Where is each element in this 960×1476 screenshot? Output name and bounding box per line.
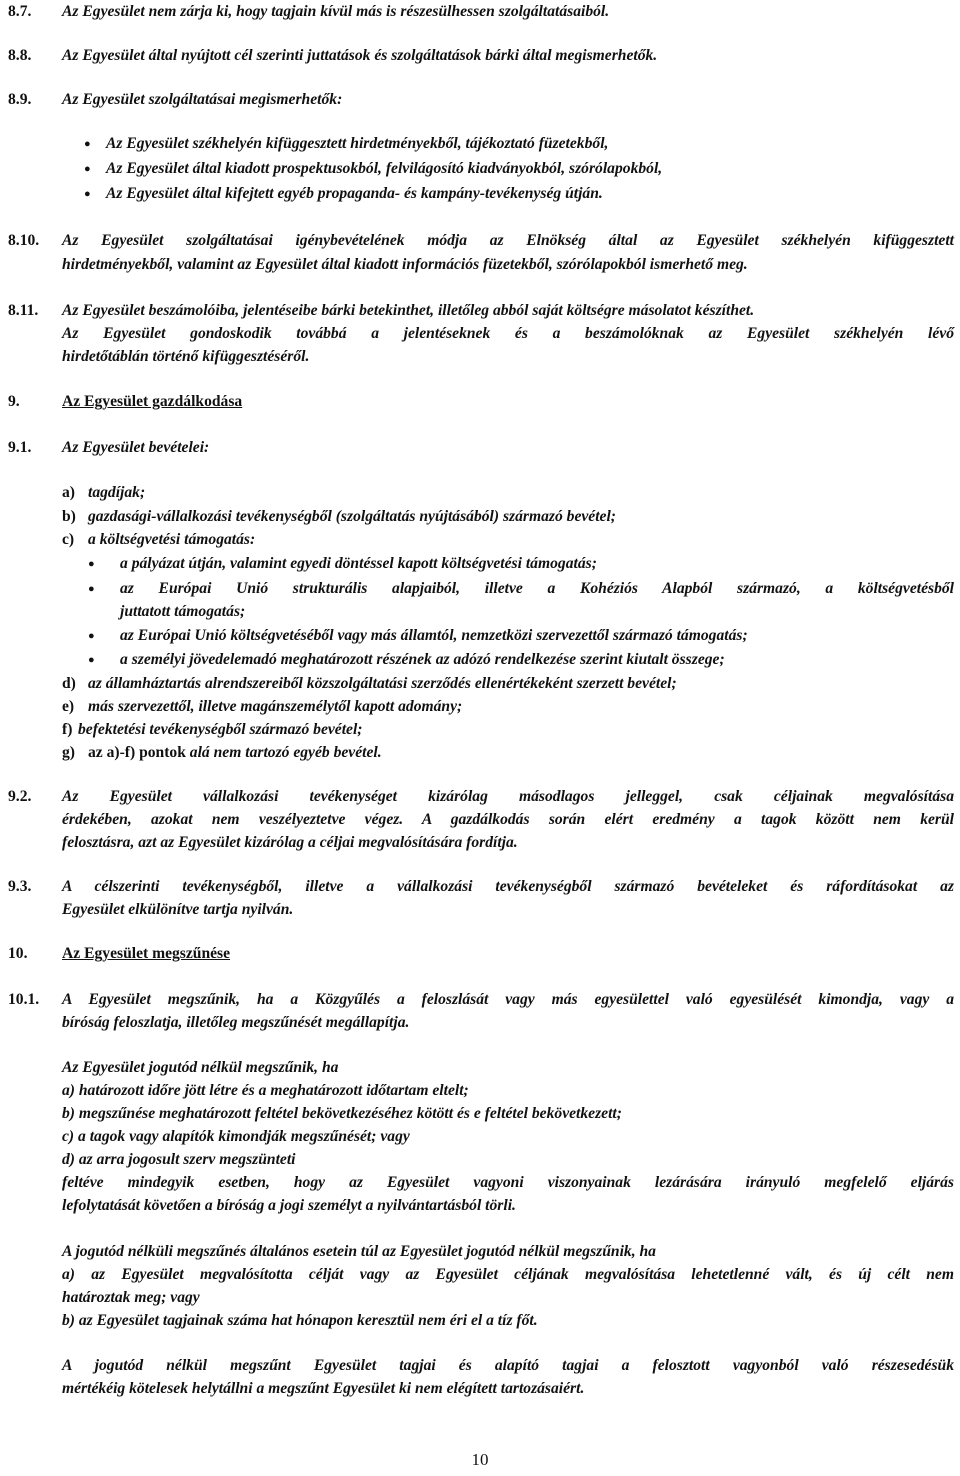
section-number-8-7: 8.7.	[8, 3, 32, 20]
section-9-3-line: A célszerinti tevékenységből, illetve a vállalkozási tevékenységből származó bevételeket és ráfordításokat az	[62, 878, 954, 895]
bullet-icon: ●	[88, 654, 95, 666]
section-8-10-line: hirdetményekből, valamint az Egyesület által kiadott információs füzetekből, szórólapokból ismerhető meg.	[62, 256, 748, 273]
list-item-text: az a)-f) pontok	[88, 744, 190, 761]
section-9-1-text: Az Egyesület bevételei:	[62, 439, 210, 456]
section-8-8-text: Az Egyesület által nyújtott cél szerinti juttatások és szolgáltatások bárki által megismerhetők.	[62, 47, 658, 64]
section-8-11-line: Az Egyesület gondoskodik továbbá a jelentéseknek és a beszámolóknak az Egyesület székhelyén lévő	[62, 325, 954, 342]
section-10-1-line: bíróság feloszlatja, illetőleg megszűnését megállapítja.	[62, 1014, 410, 1031]
list-item	[88, 743, 382, 763]
bullet-icon: ●	[84, 138, 91, 150]
list-item: Az Egyesület által kiadott prospektusokból, felvilágosító kiadványokból, szórólapokból,	[106, 160, 663, 177]
item-label: a)	[62, 484, 75, 501]
page-number: 10	[471, 1450, 489, 1469]
section-10-1-line: A Egyesület megszűnik, ha a Közgyűlés a feloszlását vagy más egyesülettel való egyesülését kimondja, vagy a	[62, 991, 954, 1008]
item-label: f)	[62, 721, 73, 738]
section-number-9-2: 9.2.	[8, 788, 32, 805]
paragraph-line: c) a tagok vagy alapítók kimondják megszűnését; vagy	[62, 1128, 410, 1145]
section-number-10: 10.	[8, 945, 28, 962]
paragraph-line: mértékéig kötelesek helytállni a megszűnt Egyesület ki nem elégített tartozásaiért.	[62, 1380, 585, 1397]
paragraph-line: A jogutód nélküli megszűnés általános esetein túl az Egyesület jogutód nélkül megszűnik, ha	[62, 1243, 656, 1260]
section-8-9-text: Az Egyesület szolgáltatásai megismerhetők:	[62, 91, 343, 108]
section-heading-10: Az Egyesület megszűnése	[62, 945, 231, 962]
bullet-icon: ●	[88, 558, 95, 570]
bullet-icon: ●	[84, 188, 91, 200]
paragraph-line: A jogutód nélkül megszűnt Egyesület tagjai és alapító tagjai a felosztott vagyonból való részesedésük	[62, 1357, 954, 1374]
paragraph-line: b) az Egyesület tagjainak száma hat hónapon keresztül nem éri el a tíz főt.	[62, 1312, 538, 1329]
paragraph-line: a) határozott időre jött létre és a meghatározott időtartam eltelt;	[62, 1082, 469, 1099]
list-item: a költségvetési támogatás:	[88, 531, 256, 548]
list-item: gazdasági-vállalkozási tevékenységből (szolgáltatás nyújtásából) származó bevétel;	[88, 508, 616, 525]
list-item: befektetési tevékenységből származó bevétel;	[78, 721, 363, 738]
section-heading-9: Az Egyesület gazdálkodása	[62, 393, 243, 410]
bullet-icon: ●	[88, 583, 95, 595]
list-item: a pályázat útján, valamint egyedi döntéssel kapott költségvetési támogatás;	[120, 555, 597, 572]
paragraph-line: feltéve mindegyik esetben, hogy az Egyesület vagyoni viszonyainak lezárására irányuló megfelelő eljárás	[62, 1174, 954, 1191]
section-number-8-11: 8.11.	[8, 302, 39, 319]
section-number-9-1: 9.1.	[8, 439, 32, 456]
paragraph-line: Az Egyesület jogutód nélkül megszűnik, ha	[62, 1059, 339, 1076]
section-8-7-text: Az Egyesület nem zárja ki, hogy tagjain kívül más is részesülhessen szolgáltatásaiból.	[62, 3, 610, 20]
list-item: tagdíjak;	[88, 484, 146, 501]
section-9-3-line: Egyesület elkülönítve tartja nyilván.	[62, 901, 294, 918]
list-item-continuation: juttatott támogatás;	[120, 603, 246, 620]
section-number-8-10: 8.10.	[8, 232, 40, 249]
item-label: d)	[62, 675, 76, 692]
item-label: c)	[62, 531, 75, 548]
list-item: az államháztartás alrendszereiből közszolgáltatási szerződés ellenértékeként szerzett bevétel;	[88, 675, 677, 692]
section-number-9: 9.	[8, 393, 20, 410]
list-item-text: alá nem tartozó egyéb bevétel.	[189, 744, 382, 761]
section-8-10-line: Az Egyesület szolgáltatásai igénybevételének módja az Elnökség által az Egyesület székhelyén kifüggesztett	[62, 232, 954, 249]
bullet-icon: ●	[88, 630, 95, 642]
section-number-8-8: 8.8.	[8, 47, 32, 64]
paragraph-line: határoztak meg; vagy	[62, 1289, 200, 1306]
item-label: e)	[62, 698, 75, 715]
list-item: más szervezettől, illetve magánszemélytől kapott adomány;	[88, 698, 463, 715]
section-number-8-9: 8.9.	[8, 91, 32, 108]
section-8-11-line: hirdetőtáblán történő kifüggesztéséről.	[62, 348, 310, 365]
section-number-10-1: 10.1.	[8, 991, 40, 1008]
section-9-2-line: felosztásra, azt az Egyesület kizárólag a céljai megvalósítására fordítja.	[62, 834, 518, 851]
section-number-9-3: 9.3.	[8, 878, 32, 895]
item-label: g)	[62, 744, 75, 761]
list-item: Az Egyesület székhelyén kifüggesztett hirdetményekből, tájékoztató füzetekből,	[106, 135, 609, 152]
section-9-2-line: érdekében, azokat nem veszélyeztetve végez. A gazdálkodás során elért eredmény a tagok között nem kerül	[62, 811, 954, 828]
bullet-icon: ●	[84, 163, 91, 175]
paragraph-line: a) az Egyesület megvalósította célját vagy az Egyesület céljának megvalósítása lehetetlenné vált, és új célt nem	[62, 1266, 954, 1283]
paragraph-line: b) megszűnése meghatározott feltétel bekövetkezéséhez kötött és e feltétel bekövetkezett;	[62, 1105, 622, 1122]
section-8-11-line: Az Egyesület beszámolóiba, jelentéseibe bárki betekinthet, illetőleg abból saját költségre másolatot készíthet.	[62, 302, 755, 319]
section-9-2-line: Az Egyesület vállalkozási tevékenységet kizárólag másodlagos jelleggel, csak céljainak megvalósítása	[62, 788, 954, 805]
paragraph-line: lefolytatását követően a bíróság a jogi személyt a nyilvántartásból törli.	[62, 1197, 516, 1214]
list-item: Az Egyesület által kifejtett egyéb propaganda- és kampány-tevékenység útján.	[106, 185, 603, 202]
list-item: az Európai Unió strukturális alapjaiból, illetve a Kohéziós Alapból származó, a költségvetésből	[120, 580, 954, 597]
item-label: b)	[62, 508, 76, 525]
list-item: az Európai Unió költségvetéséből vagy más államtól, nemzetközi szervezettől származó támogatás;	[120, 627, 748, 644]
paragraph-line: d) az arra jogosult szerv megszünteti	[62, 1151, 296, 1168]
list-item: a személyi jövedelemadó meghatározott részének az adózó rendelkezése szerint kiutalt összege;	[120, 651, 725, 668]
